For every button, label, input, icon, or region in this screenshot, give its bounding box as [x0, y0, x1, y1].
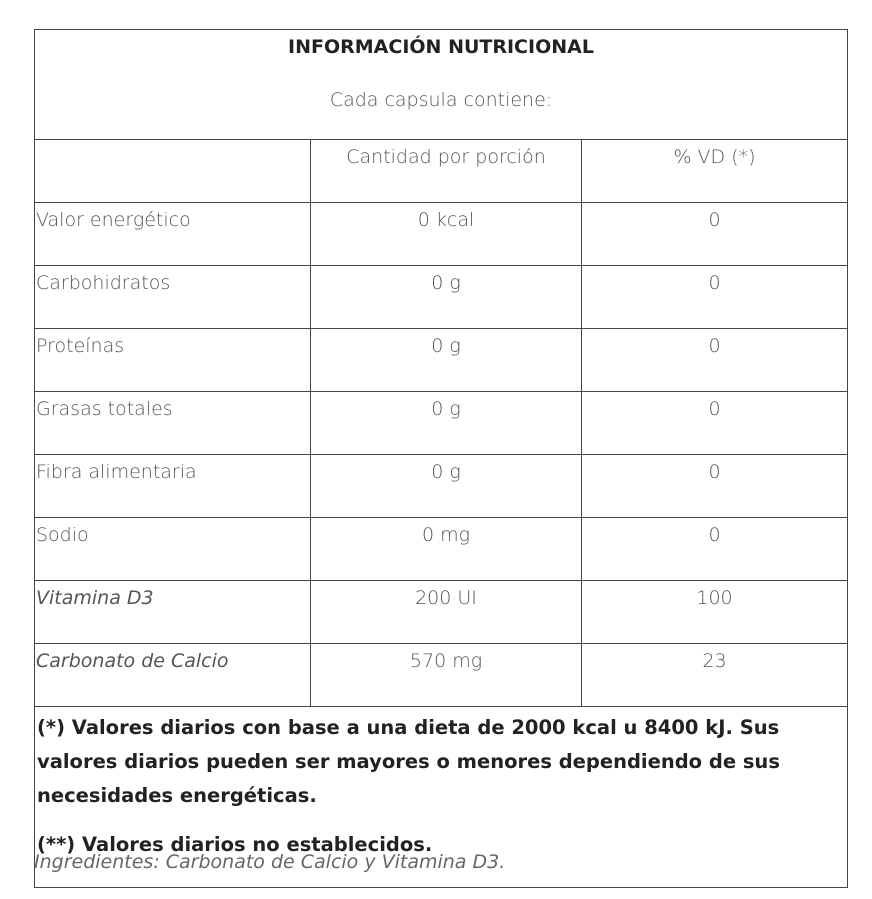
table-subtitle: Cada capsula contiene:: [329, 88, 553, 111]
nutrient-amount: 0 g: [311, 329, 582, 392]
table-header-row: [35, 30, 848, 140]
table-header-cell: [35, 30, 848, 140]
nutrient-name: Vitamina D3: [35, 581, 311, 644]
nutrient-name: Sodio: [35, 518, 311, 581]
column-header-empty: [35, 140, 311, 203]
nutrient-name: Carbohidratos: [35, 266, 311, 329]
table-row: [35, 518, 848, 581]
nutrient-amount: 0 mg: [311, 518, 582, 581]
table-row: [35, 203, 848, 266]
column-header-vd: % VD (*): [582, 140, 848, 203]
table-row: [35, 581, 848, 644]
nutrient-vd: 0: [582, 329, 848, 392]
nutrient-amount: 0 g: [311, 266, 582, 329]
nutrient-amount: 0 kcal: [311, 203, 582, 266]
nutrient-vd: 100: [582, 581, 848, 644]
table-title: INFORMACIÓN NUTRICIONAL: [288, 36, 594, 58]
nutrient-name: Grasas totales: [35, 392, 311, 455]
nutrient-vd: 0: [582, 518, 848, 581]
nutrient-vd: 23: [582, 644, 848, 707]
nutrient-vd: 0: [582, 455, 848, 518]
nutrient-vd: 0: [582, 392, 848, 455]
nutrient-name: Valor energético: [35, 203, 311, 266]
nutrient-amount: 570 mg: [311, 644, 582, 707]
nutrient-name: Proteínas: [35, 329, 311, 392]
nutrient-name: Fibra alimentaria: [35, 455, 311, 518]
nutrient-vd: 0: [582, 266, 848, 329]
nutrition-facts-table: [34, 29, 848, 888]
nutrient-amount: 200 UI: [311, 581, 582, 644]
column-header-amount: Cantidad por porción: [311, 140, 582, 203]
footnote-not-established: (**) Valores diarios no establecidos.: [37, 833, 433, 856]
nutrient-name: Carbonato de Calcio: [35, 644, 311, 707]
column-header-row: [35, 140, 848, 203]
table-row: [35, 392, 848, 455]
table-row: [35, 644, 848, 707]
table-row: [35, 266, 848, 329]
table-row: [35, 455, 848, 518]
nutrient-amount: 0 g: [311, 455, 582, 518]
nutrient-vd: 0: [582, 203, 848, 266]
ingredients-text: Ingredientes: Carbonato de Calcio y Vitamina D3.: [34, 851, 506, 873]
footnote-daily-values: (*) Valores diarios con base a una dieta de 2000 kcal u 8400 kJ. Sus valores diarios pueden ser mayores o menores dependiendo de sus necesidades energéticas.: [37, 716, 780, 807]
nutrient-amount: 0 g: [311, 392, 582, 455]
table-row: [35, 329, 848, 392]
